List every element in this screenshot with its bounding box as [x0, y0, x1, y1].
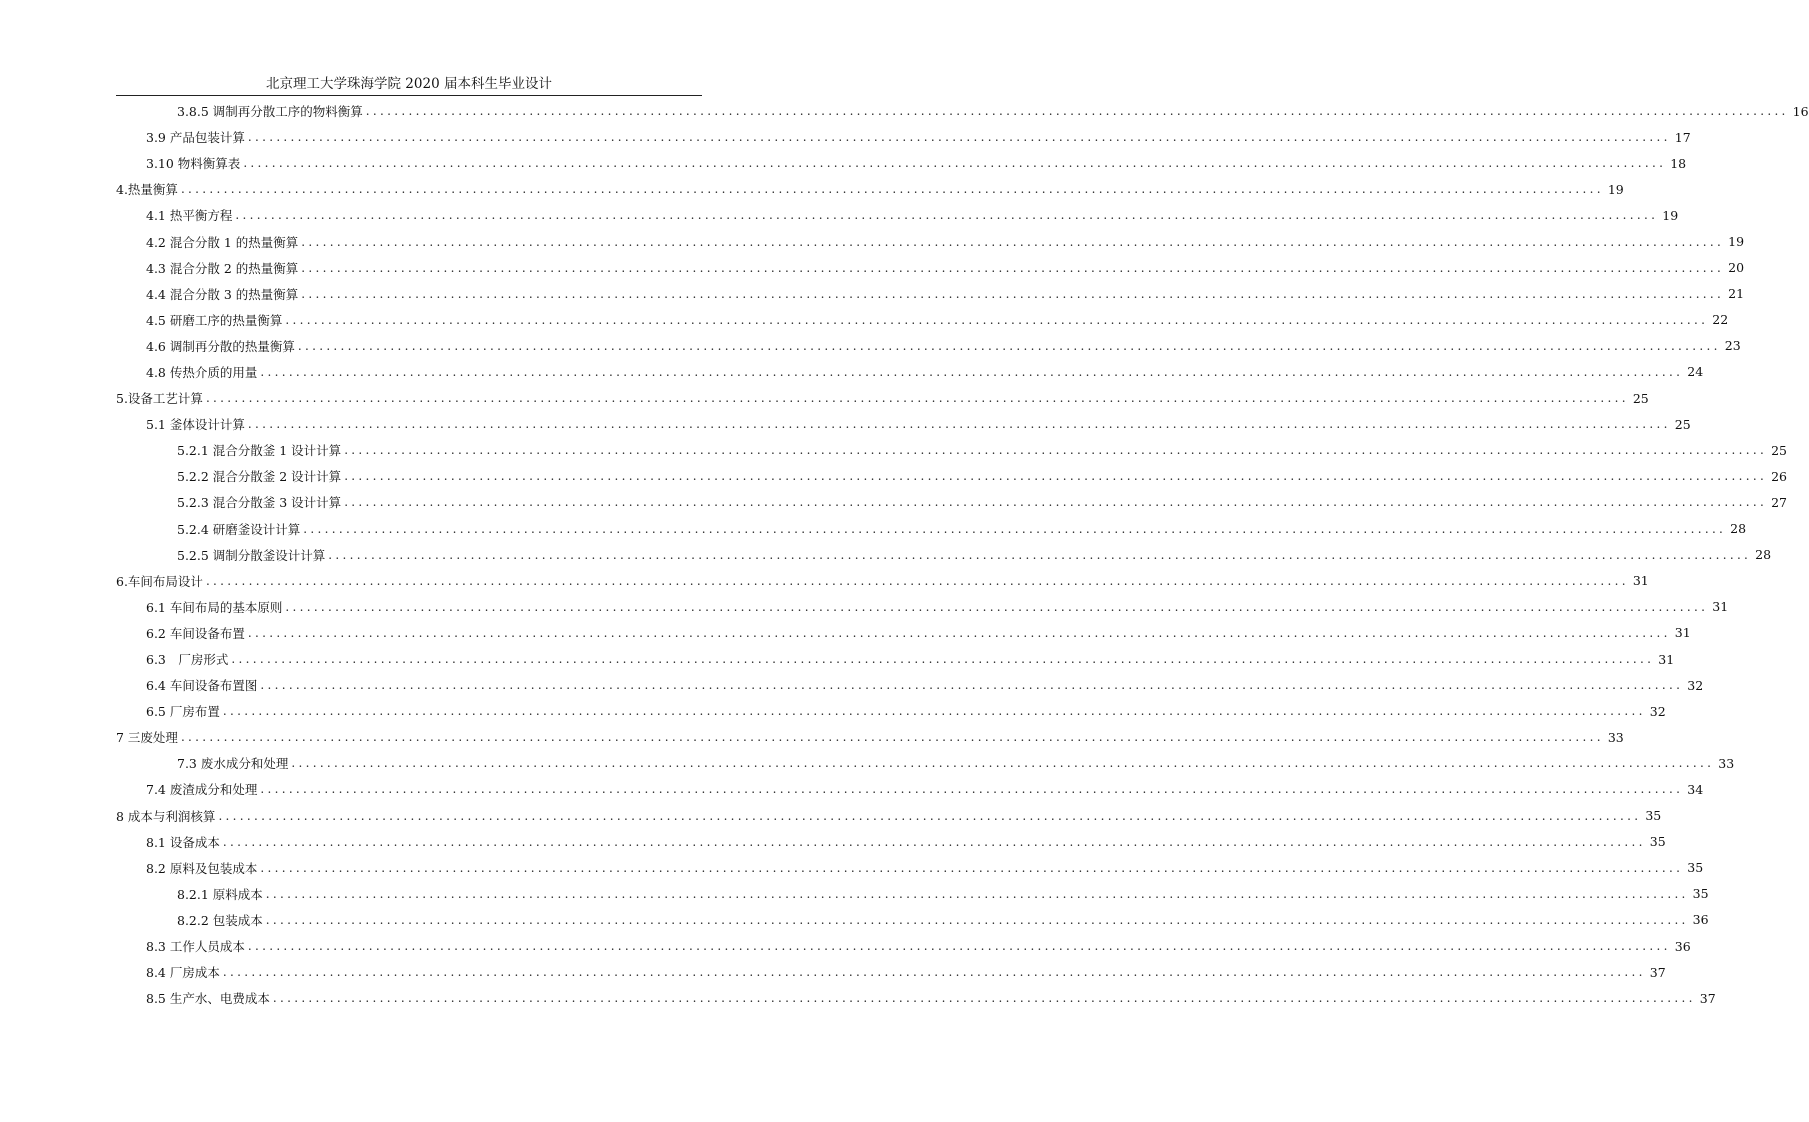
toc-entry-title: 5.1 釜体设计计算	[146, 417, 245, 433]
toc-entry-page-number: 31	[1674, 625, 1691, 641]
toc-entry-title: 8.2.1 原料成本	[177, 886, 263, 902]
toc-dot-leader: ........................................................................................................................................................................................................	[260, 860, 1684, 875]
toc-dot-leader: ........................................................................................................................................................................................................	[328, 547, 1752, 562]
toc-entry-page-number: 23	[1724, 338, 1741, 354]
toc-entry-title: 7.3 废水成分和处理	[177, 756, 289, 772]
toc-entry[interactable]	[116, 307, 1729, 333]
toc-entry[interactable]	[116, 933, 1691, 959]
toc-entry-page-number: 19	[1662, 207, 1679, 223]
toc-entry[interactable]	[116, 359, 1704, 385]
toc-entry-title: 5.2.4 研磨釜设计计算	[177, 521, 301, 537]
toc-dot-leader: ........................................................................................................................................................................................................	[231, 652, 1655, 667]
toc-dot-leader: ........................................................................................................................................................................................................	[243, 156, 1667, 171]
toc-entry-title: 3.9 产品包装计算	[146, 130, 245, 146]
toc-dot-leader: ........................................................................................................................................................................................................	[260, 364, 1684, 379]
toc-entry-title: 6.车间布局设计	[116, 573, 203, 589]
toc-dot-leader: ........................................................................................................................................................................................................	[344, 495, 1768, 510]
toc-dot-leader: ........................................................................................................................................................................................................	[222, 704, 1646, 719]
toc-entry-page-number: 28	[1730, 521, 1747, 537]
toc-entry-page-number: 37	[1649, 964, 1666, 980]
toc-entry-page-number: 25	[1674, 416, 1691, 432]
toc-entry[interactable]	[116, 907, 1709, 933]
toc-entry-page-number: 19	[1728, 234, 1745, 250]
toc-dot-leader: ........................................................................................................................................................................................................	[285, 312, 1709, 327]
toc-entry[interactable]	[116, 829, 1666, 855]
toc-entry-title: 3.8.5 调制再分散工序的物料衡算	[177, 104, 363, 120]
toc-dot-leader: ........................................................................................................................................................................................................	[205, 391, 1629, 406]
toc-dot-leader: ........................................................................................................................................................................................................	[291, 756, 1715, 771]
toc-entry-page-number: 16	[1792, 103, 1809, 119]
toc-entry-page-number: 24	[1687, 364, 1704, 380]
toc-entry-page-number: 33	[1718, 755, 1735, 771]
toc-entry-title: 8.2 原料及包装成本	[146, 860, 258, 876]
toc-dot-leader: ........................................................................................................................................................................................................	[218, 808, 1642, 823]
toc-entry[interactable]	[116, 437, 1787, 463]
toc-dot-leader: ........................................................................................................................................................................................................	[247, 625, 1671, 640]
toc-entry-page-number: 25	[1632, 390, 1649, 406]
toc-entry-page-number: 37	[1699, 990, 1716, 1006]
toc-entry[interactable]	[116, 672, 1704, 698]
toc-entry[interactable]	[116, 333, 1741, 359]
toc-entry[interactable]	[116, 620, 1691, 646]
toc-entry-page-number: 33	[1607, 729, 1624, 745]
toc-entry-page-number: 20	[1728, 260, 1745, 276]
toc-entry-page-number: 36	[1674, 938, 1691, 954]
toc-entry-page-number: 17	[1674, 129, 1691, 145]
toc-entry-title: 5.2.3 混合分散釜 3 设计计算	[177, 495, 342, 511]
toc-entry-page-number: 32	[1649, 703, 1666, 719]
toc-entry[interactable]	[116, 698, 1666, 724]
toc-dot-leader: ........................................................................................................................................................................................................	[180, 182, 1604, 197]
toc-entry[interactable]	[116, 568, 1649, 594]
toc-entry[interactable]	[116, 255, 1745, 281]
toc-entry[interactable]	[116, 176, 1624, 202]
toc-entry-page-number: 19	[1607, 181, 1624, 197]
toc-entry[interactable]	[116, 881, 1709, 907]
toc-entry-title: 4.8 传热介质的用量	[146, 364, 258, 380]
toc-entry[interactable]	[116, 202, 1679, 228]
toc-entry-title: 4.6 调制再分散的热量衡算	[146, 338, 295, 354]
toc-entry[interactable]	[116, 750, 1735, 776]
toc-dot-leader: ........................................................................................................................................................................................................	[365, 104, 1789, 119]
toc-entry-page-number: 26	[1771, 468, 1787, 484]
toc-entry-title: 4.5 研磨工序的热量衡算	[146, 312, 283, 328]
toc-entry-title: 6.1 车间布局的基本原则	[146, 599, 283, 615]
toc-dot-leader: ........................................................................................................................................................................................................	[344, 469, 1768, 484]
toc-dot-leader: ........................................................................................................................................................................................................	[303, 521, 1727, 536]
toc-entry-title: 6.3 厂房形式	[146, 652, 229, 668]
toc-dot-leader: ........................................................................................................................................................................................................	[235, 208, 1659, 223]
toc-entry-title: 7 三废处理	[116, 730, 178, 746]
toc-entry-title: 5.2.1 混合分散釜 1 设计计算	[177, 443, 342, 459]
toc-entry[interactable]	[116, 985, 1716, 1011]
toc-entry-title: 8 成本与利润核算	[116, 808, 216, 824]
toc-entry[interactable]	[116, 542, 1772, 568]
toc-entry-page-number: 35	[1645, 808, 1662, 824]
toc-entry[interactable]	[116, 776, 1704, 802]
toc-dot-leader: ........................................................................................................................................................................................................	[272, 991, 1696, 1006]
toc-entry[interactable]	[116, 959, 1666, 985]
toc-dot-leader: ........................................................................................................................................................................................................	[301, 286, 1725, 301]
toc-entry[interactable]	[116, 385, 1649, 411]
toc-dot-leader: ........................................................................................................................................................................................................	[301, 260, 1725, 275]
toc-dot-leader: ........................................................................................................................................................................................................	[265, 912, 1689, 927]
toc-dot-leader: ........................................................................................................................................................................................................	[297, 338, 1721, 353]
toc-entry[interactable]	[116, 489, 1787, 515]
toc-dot-leader: ........................................................................................................................................................................................................	[344, 443, 1768, 458]
toc-dot-leader: ........................................................................................................................................................................................................	[285, 599, 1709, 614]
toc-entry[interactable]	[116, 411, 1691, 437]
toc-entry-page-number: 35	[1649, 834, 1666, 850]
toc-entry-title: 4.3 混合分散 2 的热量衡算	[146, 260, 299, 276]
toc-dot-leader: ........................................................................................................................................................................................................	[247, 417, 1671, 432]
toc-dot-leader: ........................................................................................................................................................................................................	[260, 782, 1684, 797]
toc-entry-title: 4.1 热平衡方程	[146, 208, 233, 224]
toc-entry-title: 8.1 设备成本	[146, 834, 220, 850]
toc-dot-leader: ........................................................................................................................................................................................................	[301, 234, 1725, 249]
toc-entry-page-number: 34	[1687, 781, 1704, 797]
toc-entry-page-number: 18	[1670, 155, 1687, 171]
toc-entry[interactable]	[116, 594, 1729, 620]
page-header: 北京理工大学珠海学院 2020 届本科生毕业设计	[116, 75, 702, 96]
toc-entry[interactable]	[116, 516, 1747, 542]
toc-entry-page-number: 31	[1658, 651, 1675, 667]
table-of-contents	[116, 98, 1809, 1011]
toc-dot-leader: ........................................................................................................................................................................................................	[180, 730, 1604, 745]
toc-entry-page-number: 25	[1771, 442, 1787, 458]
toc-entry-title: 3.10 物料衡算表	[146, 156, 241, 172]
toc-entry-title: 5.2.5 调制分散釜设计计算	[177, 547, 326, 563]
toc-entry-page-number: 28	[1755, 547, 1772, 563]
toc-dot-leader: ........................................................................................................................................................................................................	[265, 886, 1689, 901]
toc-entry[interactable]	[116, 855, 1704, 881]
toc-entry[interactable]	[116, 98, 1809, 124]
toc-entry-title: 4.4 混合分散 3 的热量衡算	[146, 286, 299, 302]
toc-entry-title: 5.2.2 混合分散釜 2 设计计算	[177, 469, 342, 485]
toc-entry-page-number: 36	[1692, 912, 1709, 928]
toc-entry-title: 6.2 车间设备布置	[146, 625, 245, 641]
toc-entry[interactable]	[116, 228, 1745, 254]
toc-entry[interactable]	[116, 803, 1662, 829]
toc-entry-title: 8.4 厂房成本	[146, 965, 220, 981]
toc-dot-leader: ........................................................................................................................................................................................................	[222, 965, 1646, 980]
toc-entry-title: 4.热量衡算	[116, 182, 178, 198]
toc-entry-page-number: 35	[1692, 886, 1709, 902]
toc-entry-title: 8.5 生产水、电费成本	[146, 991, 270, 1007]
toc-entry-title: 4.2 混合分散 1 的热量衡算	[146, 234, 299, 250]
toc-entry-title: 7.4 废渣成分和处理	[146, 782, 258, 798]
toc-entry-title: 6.4 车间设备布置图	[146, 678, 258, 694]
toc-dot-leader: ........................................................................................................................................................................................................	[247, 939, 1671, 954]
toc-entry-title: 5.设备工艺计算	[116, 391, 203, 407]
toc-dot-leader: ........................................................................................................................................................................................................	[222, 834, 1646, 849]
toc-entry-page-number: 35	[1687, 860, 1704, 876]
toc-dot-leader: ........................................................................................................................................................................................................	[247, 130, 1671, 145]
toc-entry-page-number: 31	[1632, 573, 1649, 589]
toc-entry-title: 6.5 厂房布置	[146, 704, 220, 720]
toc-entry[interactable]	[116, 281, 1745, 307]
toc-entry-page-number: 21	[1728, 286, 1745, 302]
toc-entry-title: 8.3 工作人员成本	[146, 939, 245, 955]
toc-entry-page-number: 22	[1712, 312, 1729, 328]
toc-entry[interactable]	[116, 724, 1624, 750]
toc-entry-title: 8.2.2 包装成本	[177, 912, 263, 928]
toc-entry-page-number: 31	[1712, 599, 1729, 615]
toc-entry[interactable]	[116, 124, 1691, 150]
toc-entry[interactable]	[116, 150, 1687, 176]
toc-entry-page-number: 27	[1771, 494, 1787, 510]
toc-dot-leader: ........................................................................................................................................................................................................	[205, 573, 1629, 588]
toc-entry[interactable]	[116, 646, 1675, 672]
toc-entry-page-number: 32	[1687, 677, 1704, 693]
toc-entry[interactable]	[116, 463, 1787, 489]
toc-dot-leader: ........................................................................................................................................................................................................	[260, 678, 1684, 693]
